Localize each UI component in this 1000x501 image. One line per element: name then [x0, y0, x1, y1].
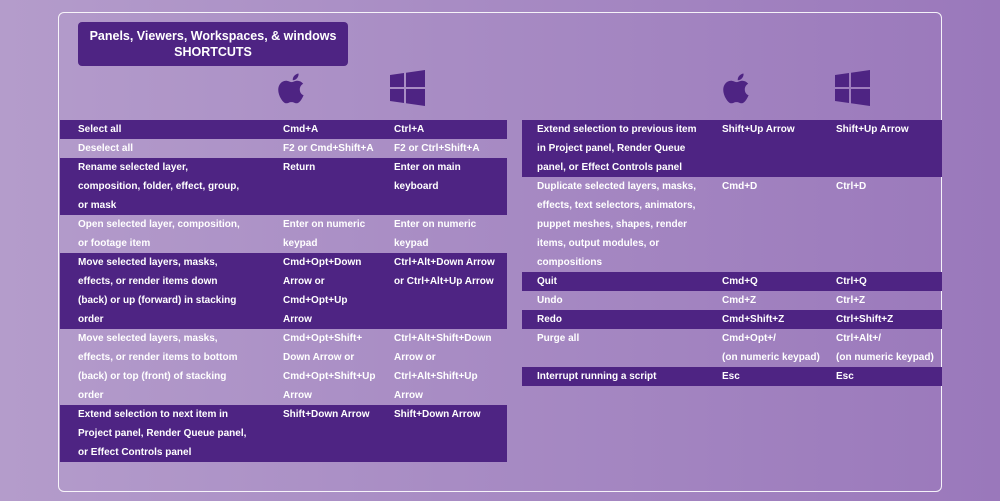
cell-line: Return [283, 162, 316, 173]
cell-line: (on numeric keypad) [836, 352, 934, 363]
cell-line: Shift+Down Arrow [394, 409, 481, 420]
windows-shortcut-cell [836, 272, 942, 291]
windows-shortcut-cell [836, 367, 942, 386]
shortcuts-table-right [522, 120, 942, 386]
cell-line: Down Arrow or [283, 352, 355, 363]
action-cell [60, 139, 283, 158]
cell-line: effects, or render items to bottom [78, 352, 238, 363]
table-row [522, 272, 942, 291]
cell-line: Open selected layer, composition, [78, 219, 240, 230]
mac-shortcut-cell [722, 291, 836, 310]
cell-line: keypad [394, 238, 429, 249]
cell-line: Ctrl+Q [836, 276, 867, 287]
cell-line: Interrupt running a script [537, 371, 657, 382]
table-row [60, 215, 507, 253]
table-row [60, 329, 507, 405]
cell-line: puppet meshes, shapes, render [537, 219, 688, 230]
table-row [522, 310, 942, 329]
cell-line: F2 or Cmd+Shift+A [283, 143, 374, 154]
table-row [60, 120, 507, 139]
cell-line: Arrow [283, 314, 312, 325]
cell-line: Esc [836, 371, 854, 382]
table-row [522, 367, 942, 386]
action-cell [522, 329, 722, 367]
cell-line: Ctrl+D [836, 181, 867, 192]
action-cell [522, 120, 722, 177]
cell-line: Shift+Up Arrow [722, 124, 795, 135]
mac-shortcut-cell [722, 177, 836, 272]
windows-shortcut-cell [836, 177, 942, 272]
cell-line: (back) or up (forward) in stacking [78, 295, 237, 306]
cell-line: composition, folder, effect, group, [78, 181, 240, 192]
table-row [60, 253, 507, 329]
cell-line: Arrow [394, 390, 423, 401]
cell-line: Cmd+Shift+Z [722, 314, 785, 325]
cell-line: Ctrl+Alt+Down Arrow [394, 257, 495, 268]
windows-shortcut-cell [394, 405, 507, 462]
table-row [60, 405, 507, 462]
action-cell [60, 253, 283, 329]
cell-line: Select all [78, 124, 122, 135]
cell-line: Project panel, Render Queue panel, [78, 428, 247, 439]
table-row [522, 177, 942, 272]
cell-line: effects, or render items down [78, 276, 218, 287]
action-cell [60, 405, 283, 462]
cell-line: Cmd+D [722, 181, 758, 192]
table-row [522, 120, 942, 177]
cell-line: Extend selection to previous item [537, 124, 697, 135]
cell-line: Arrow [283, 390, 312, 401]
table-row [60, 139, 507, 158]
action-cell [60, 215, 283, 253]
action-cell [60, 329, 283, 405]
cell-line: or Ctrl+Alt+Up Arrow [394, 276, 494, 287]
table-row [60, 158, 507, 215]
cell-line: effects, text selectors, animators, [537, 200, 696, 211]
cell-line: order [78, 314, 104, 325]
cell-line: Move selected layers, masks, [78, 257, 218, 268]
mac-shortcut-cell [722, 329, 836, 367]
action-cell [522, 367, 722, 386]
cell-line: Purge all [537, 333, 580, 344]
cell-line: Shift+Up Arrow [836, 124, 909, 135]
apple-icon [723, 70, 753, 106]
page-title [78, 22, 348, 66]
windows-shortcut-cell [394, 215, 507, 253]
cell-line: (back) or top (front) of stacking [78, 371, 227, 382]
cell-line: (on numeric keypad) [722, 352, 820, 363]
action-cell [522, 177, 722, 272]
mac-shortcut-cell [283, 253, 394, 329]
cell-line: Cmd+Opt+Shift+ [283, 333, 363, 344]
cell-line: or mask [78, 200, 117, 211]
windows-shortcut-cell [836, 120, 942, 177]
cell-line: or Effect Controls panel [78, 447, 192, 458]
cell-line: Undo [537, 295, 563, 306]
windows-shortcut-cell [836, 329, 942, 367]
windows-shortcut-cell [394, 139, 507, 158]
cell-line: Ctrl+Alt+/ [836, 333, 882, 344]
cell-line: Extend selection to next item in [78, 409, 229, 420]
action-cell [60, 120, 283, 139]
cell-line: Cmd+Q [722, 276, 758, 287]
cell-line: Esc [722, 371, 740, 382]
windows-shortcut-cell [836, 310, 942, 329]
cell-line: Enter on numeric [394, 219, 477, 230]
action-cell [522, 272, 722, 291]
windows-icon [835, 70, 871, 106]
windows-icon [390, 70, 426, 106]
cell-line: Cmd+Opt+Shift+Up [283, 371, 376, 382]
cell-line: compositions [537, 257, 603, 268]
cell-line: Cmd+Opt+Down [283, 257, 362, 268]
cell-line: or footage item [78, 238, 151, 249]
cell-line: Enter on main [394, 162, 461, 173]
windows-shortcut-cell [394, 158, 507, 215]
cell-line: Ctrl+Alt+Shift+Up [394, 371, 478, 382]
windows-shortcut-cell [394, 120, 507, 139]
table-row [522, 329, 942, 367]
mac-shortcut-cell [722, 120, 836, 177]
windows-shortcut-cell [394, 253, 507, 329]
cell-line: Cmd+Z [722, 295, 757, 306]
mac-shortcut-cell [283, 405, 394, 462]
action-cell [60, 158, 283, 215]
cell-line: Ctrl+Shift+Z [836, 314, 894, 325]
cell-line: Cmd+A [283, 124, 319, 135]
cell-line: items, output modules, or [537, 238, 660, 249]
cell-line: Shift+Down Arrow [283, 409, 370, 420]
mac-shortcut-cell [283, 215, 394, 253]
cell-line: Ctrl+Z [836, 295, 866, 306]
cell-line: keyboard [394, 181, 439, 192]
shortcuts-table-left [60, 120, 507, 462]
cell-line: Duplicate selected layers, masks, [537, 181, 696, 192]
cell-line: order [78, 390, 104, 401]
cell-line: Cmd+Opt+/ [722, 333, 776, 344]
cell-line: panel, or Effect Controls panel [537, 162, 683, 173]
cell-line: Quit [537, 276, 557, 287]
cell-line: Arrow or [394, 352, 436, 363]
title-line-2: SHORTCUTS [174, 45, 252, 59]
mac-shortcut-cell [283, 139, 394, 158]
cell-line: F2 or Ctrl+Shift+A [394, 143, 480, 154]
mac-shortcut-cell [283, 329, 394, 405]
action-cell [522, 291, 722, 310]
cell-line: Ctrl+A [394, 124, 425, 135]
cell-line: Deselect all [78, 143, 134, 154]
cell-line: Ctrl+Alt+Shift+Down [394, 333, 492, 344]
cell-line: keypad [283, 238, 318, 249]
cell-line: Cmd+Opt+Up [283, 295, 348, 306]
mac-shortcut-cell [722, 310, 836, 329]
mac-shortcut-cell [283, 120, 394, 139]
cell-line: Redo [537, 314, 562, 325]
windows-shortcut-cell [394, 329, 507, 405]
cell-line: Move selected layers, masks, [78, 333, 218, 344]
windows-shortcut-cell [836, 291, 942, 310]
cell-line: in Project panel, Render Queue [537, 143, 686, 154]
mac-shortcut-cell [722, 367, 836, 386]
action-cell [522, 310, 722, 329]
table-row [522, 291, 942, 310]
mac-shortcut-cell [722, 272, 836, 291]
cell-line: Enter on numeric [283, 219, 366, 230]
cell-line: Rename selected layer, [78, 162, 189, 173]
cell-line: Arrow or [283, 276, 325, 287]
title-line-1: Panels, Viewers, Workspaces, & windows [89, 29, 337, 43]
apple-icon [278, 70, 308, 106]
mac-shortcut-cell [283, 158, 394, 215]
